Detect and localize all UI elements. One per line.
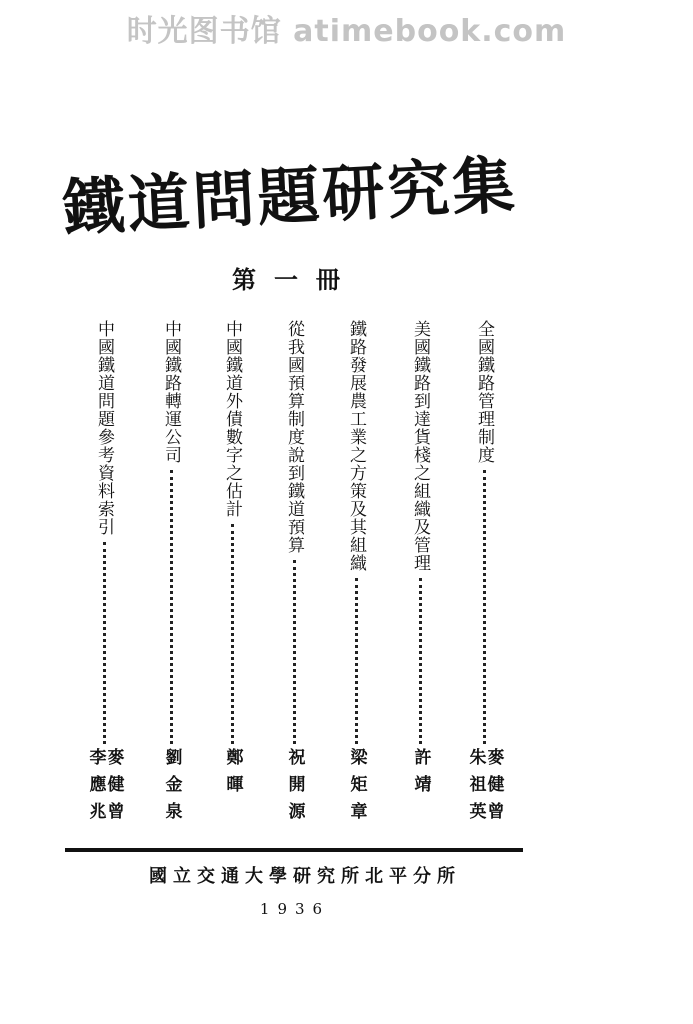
author-name: 梁矩章 — [346, 748, 367, 829]
publication-year: 1936 — [259, 900, 331, 918]
author-name: 麥健曾 — [103, 748, 124, 829]
dot-leader — [103, 542, 106, 744]
author-name: 劉金泉 — [161, 748, 182, 829]
toc-authors — [348, 748, 365, 840]
dot-leader — [293, 560, 296, 744]
toc-title: 中國鐵路轉運公司 — [161, 320, 181, 464]
dot-leader — [355, 578, 358, 744]
author-name: 麥健曾 — [483, 748, 504, 829]
toc-authors — [163, 748, 180, 840]
toc-entry-3 — [340, 320, 372, 840]
watermark-text: 时光图书馆 atimebook.com — [126, 14, 567, 49]
toc-authors — [87, 748, 122, 840]
dot-leader — [483, 470, 486, 744]
toc-entry-6 — [155, 320, 187, 840]
toc-title: 中國鐵道問題參考資料索引 — [94, 320, 114, 536]
toc-entry-5 — [216, 320, 248, 840]
toc-entry-1 — [465, 320, 504, 840]
toc-authors — [412, 748, 429, 840]
publisher-institution: 國立交通大學研究所北平分所 — [149, 866, 461, 887]
toc-title: 全國鐵路管理制度 — [474, 320, 494, 464]
author-name: 李應兆 — [85, 748, 106, 829]
volume-label: 第一冊 — [232, 265, 358, 294]
toc-authors — [224, 748, 241, 840]
toc-title: 從我國預算制度說到鐵道預算 — [284, 320, 304, 554]
dot-leader — [231, 524, 234, 744]
toc-authors — [467, 748, 502, 840]
author-name: 祝開源 — [284, 748, 305, 829]
author-name: 朱祖英 — [465, 748, 486, 829]
toc-authors — [286, 748, 303, 840]
toc-entry-7 — [85, 320, 124, 840]
toc-title: 中國鐵道外債數字之估計 — [222, 320, 242, 518]
author-name: 鄭暉 — [222, 748, 243, 802]
dot-leader — [170, 470, 173, 744]
toc-entry-2 — [404, 320, 436, 840]
book-title: 鐵道問題研究集 — [60, 148, 520, 245]
dot-leader — [419, 578, 422, 744]
toc-entry-4 — [278, 320, 310, 840]
author-name: 許靖 — [410, 748, 431, 802]
horizontal-rule — [65, 848, 523, 852]
toc-title: 鐵路發展農工業之方策及其組織 — [346, 320, 366, 572]
toc-title: 美國鐵路到達貨棧之組織及管理 — [410, 320, 430, 572]
